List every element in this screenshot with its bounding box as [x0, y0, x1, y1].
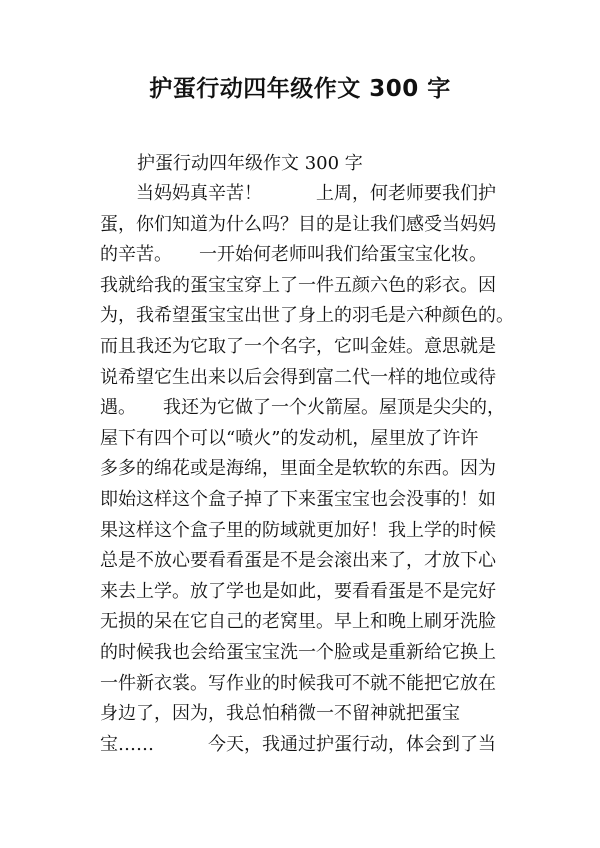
- body-line: 我就给我的蛋宝宝穿上了一件五颜六色的彩衣。因: [100, 274, 496, 296]
- document-body: [100, 179, 520, 760]
- body-line: 多多的绵花或是海绵，里面全是软软的东西。因为: [100, 458, 496, 480]
- body-line: 遇。 我还为它做了一个火箭屋。屋顶是尖尖的，: [100, 397, 505, 419]
- document-subtitle: 护蛋行动四年级作文 300 字: [137, 153, 363, 174]
- body-line: 的辛苦。 一开始何老师叫我们给蛋宝宝化妆。: [100, 244, 487, 266]
- body-line: 蛋，你们知道为什么吗？目的是让我们感受当妈妈: [100, 213, 496, 235]
- body-line: 无损的呆在它自己的老窝里。早上和晚上刷牙洗脸: [100, 611, 496, 633]
- body-line: 一件新衣裳。写作业的时候我可不就不能把它放在: [100, 672, 496, 694]
- body-line: 即始这样这个盒子掉了下来蛋宝宝也会没事的！如: [100, 488, 496, 510]
- body-line: 当妈妈真辛苦！ 上周，何老师要我们护: [100, 183, 496, 204]
- body-line: 说希望它生出来以后会得到富二代一样的地位或待: [100, 366, 496, 388]
- body-line: 为，我希望蛋宝宝出世了身上的羽毛是六种颜色的。: [100, 305, 514, 327]
- body-line: 身边了，因为，我总怕稍微一不留神就把蛋宝: [100, 703, 460, 725]
- body-line: 来去上学。放了学也是如此，要看看蛋是不是完好: [100, 580, 496, 602]
- body-line: 总是不放心要看看蛋是不是会滚出来了，才放下心: [100, 550, 496, 572]
- body-line: 宝…… 今天，我通过护蛋行动，体会到了当: [100, 733, 496, 755]
- body-line: 的时候我也会给蛋宝宝洗一个脸或是重新给它换上: [100, 641, 496, 663]
- body-line: 屋下有四个可以“喷火”的发动机，屋里放了许许: [100, 427, 479, 449]
- body-line: 而且我还为它取了一个名字，它叫金娃。意思就是: [100, 335, 496, 357]
- document-title: 护蛋行动四年级作文 300 字: [149, 76, 451, 102]
- body-line: 果这样这个盒子里的防域就更加好！我上学的时候: [100, 519, 496, 541]
